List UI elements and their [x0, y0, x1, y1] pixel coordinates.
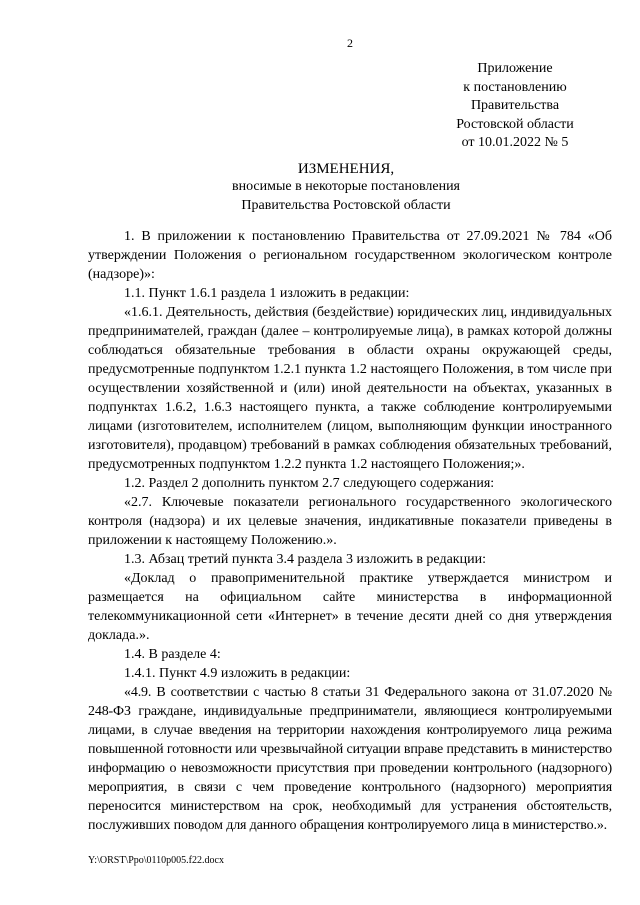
paragraph-1: 1. В приложении к постановлению Правительства от 27.09.2021 № 784 «Об утверждении Положения о региональном государственном экологическом контроле (надзоре)»: — [88, 229, 612, 282]
appendix-line: от 10.01.2022 № 5 — [461, 135, 569, 151]
document-heading — [80, 160, 612, 215]
paragraph-1-2: 1.2. Раздел 2 дополнить пунктом 2.7 следующего содержания: — [124, 476, 495, 491]
paragraph-report-text: «Доклад о правоприменительной практике утверждается министром и размещается на официальном сайте министерства в информационной телекоммуникационной сети «Интернет» в течение десяти дней со дня утверждения доклада.». — [88, 571, 612, 643]
paragraph-4-9-text: «4.9. В соответствии с частью 8 статьи 31 Федерального закона от 31.07.2020 № 248-ФЗ граждане, индивидуальные предприниматели, являющиеся контролируемыми лицами, в случае введения на территории нахождения контролируемого лица режима повышенной готовности или чрезвычайной ситуации вправе представить в министерство информацию о невозможности присутствия при проведении контрольного (надзорного) мероприятия, в связи с чем проведение контрольного (надзорного) мероприятия переносится министерством на срок, необходимый для устранения обстоятельств, послуживших поводом для данного обращения контролируемого лица в министерство.». — [88, 685, 612, 833]
appendix-block — [420, 60, 610, 153]
paragraph-1-6-1-text: «1.6.1. Деятельность, действия (бездействие) юридических лиц, индивидуальных предпринимателей, граждан (далее – контролируемые лица), в рамках которой должны соблюдаться обязательные требования в области охраны окружающей среды, предусмотренные подпунктом 1.2.1 пункта 1.2 настоящего Положения, в том числе при осуществлении хозяйственной и (или) иной деятельности на объектах, указанных в подпунктах 1.6.2, 1.6.3 настоящего пункта, а также соблюдение контролируемыми лицами (изготовителем, исполнителем (лицом, выполняющим функции иностранного изготовителя), продавцом) требований в рамках соблюдения обязательных требований, предусмотренных подпунктом 1.2.2 пункта 1.2 настоящего Положения;». — [88, 305, 612, 472]
heading-subtitle-line: Правительства Ростовской области — [241, 197, 451, 213]
heading-subtitle-line: вносимые в некоторые постановления — [231, 179, 460, 194]
appendix-line: Приложение — [477, 61, 553, 76]
appendix-line: Ростовской области — [456, 116, 574, 132]
page-number: 2 — [347, 36, 353, 50]
paragraph-1-4-1: 1.4.1. Пункт 4.9 изложить в редакции: — [124, 666, 351, 681]
paragraph-2-7-text: «2.7. Ключевые показатели регионального государственного экологического контроля (надзора) и их целевые значения, индикативные показатели приведены в приложении к настоящему Положению.». — [88, 495, 612, 548]
appendix-line: Правительства — [470, 98, 560, 114]
file-path-footer: Y:\ORST\Ppo\0110p005.f22.docx — [88, 855, 224, 866]
document-body — [88, 227, 612, 835]
heading-title: ИЗМЕНЕНИЯ, — [297, 161, 395, 177]
appendix-line: к постановлению — [463, 79, 567, 95]
paragraph-1-3: 1.3. Абзац третий пункта 3.4 раздела 3 изложить в редакции: — [124, 552, 486, 567]
paragraph-1-1: 1.1. Пункт 1.6.1 раздела 1 изложить в редакции: — [124, 286, 410, 301]
paragraph-1-4: 1.4. В разделе 4: — [124, 647, 221, 662]
